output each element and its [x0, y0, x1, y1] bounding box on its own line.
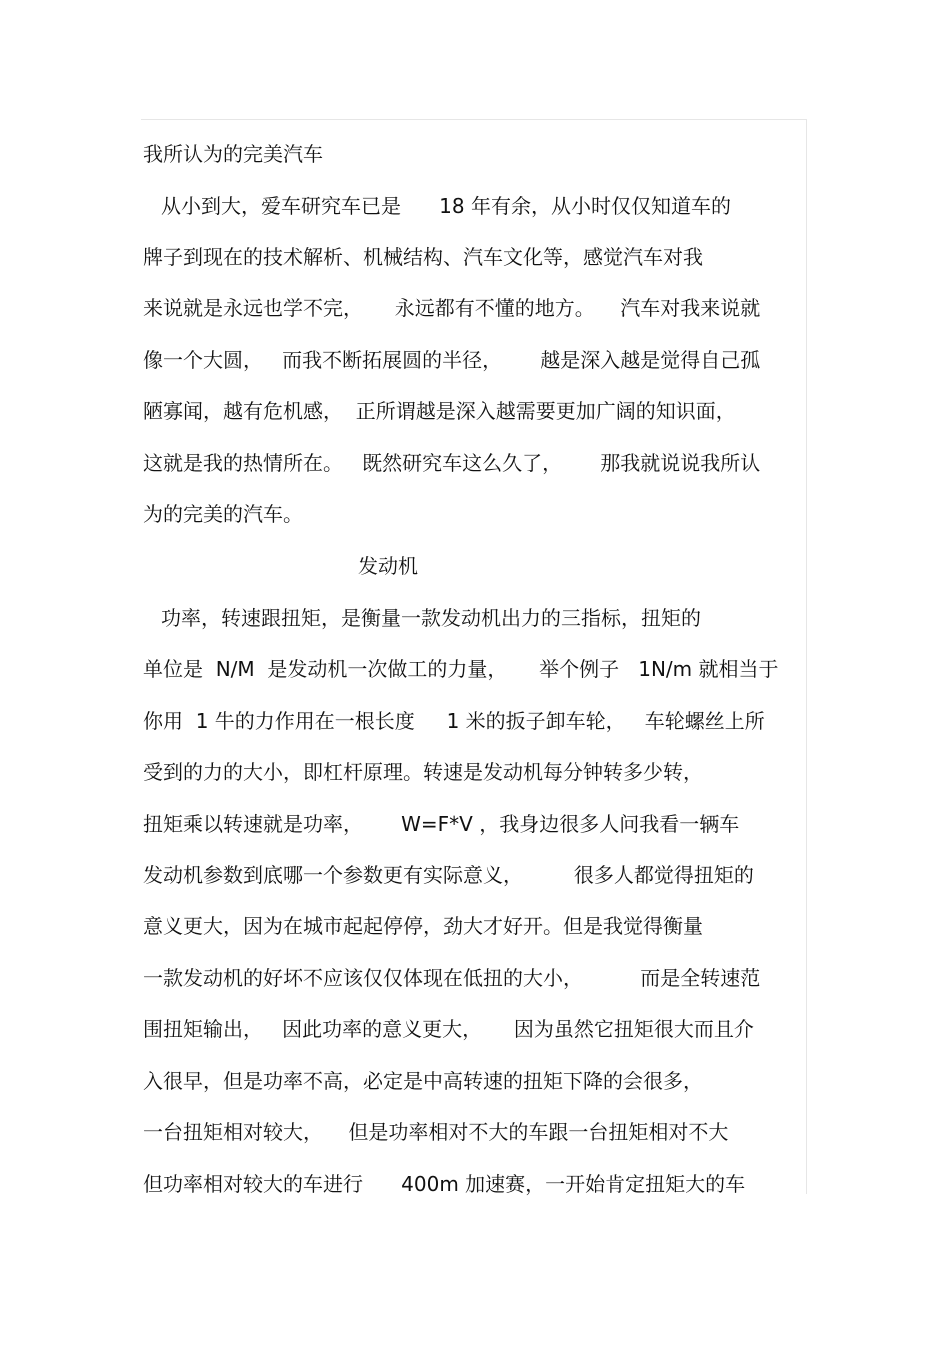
- engine-line-3: 你用 1 牛的力作用在一根长度 1 米的扳子卸车轮， 车轮螺丝上所: [143, 709, 765, 733]
- engine-line-8: 一款发动机的好坏不应该仅仅体现在低扭的大小， 而是全转速范: [143, 966, 761, 990]
- engine-line-11: 一台扭矩相对较大， 但是功率相对不大的车跟一台扭矩相对不大: [143, 1120, 729, 1144]
- engine-line-9: 围扭矩输出， 因此功率的意义更大， 因为虽然它扭矩很大而且介: [143, 1017, 754, 1041]
- intro-line-1: 从小到大，爱车研究车已是 18 年有余，从小时仅仅知道车的: [161, 194, 731, 218]
- engine-line-10: 入很早，但是功率不高，必定是中高转速的扭矩下降的会很多，: [143, 1069, 703, 1093]
- engine-line-7: 意义更大，因为在城市起起停停，劲大才好开。但是我觉得衡量: [143, 914, 703, 938]
- engine-line-4: 受到的力的大小，即杠杆原理。转速是发动机每分钟转多少转，: [143, 760, 703, 784]
- engine-line-5: 扭矩乘以转速就是功率， W=F*V ，我身边很多人问我看一辆车: [143, 812, 740, 836]
- intro-line-4: 像一个大圆， 而我不断拓展圆的半径， 越是深入越是觉得自己孤: [143, 348, 761, 372]
- engine-line-12: 但功率相对较大的车进行 400m 加速赛，一开始肯定扭矩大的车: [143, 1172, 746, 1196]
- intro-line-7: 为的完美的汽车。: [143, 502, 303, 526]
- intro-line-5: 陋寡闻，越有危机感， 正所谓越是深入越需要更加广阔的知识面，: [143, 399, 736, 423]
- engine-line-2: 单位是 N/M 是发动机一次做工的力量， 举个例子 1N/m 就相当于: [143, 657, 779, 681]
- engine-line-1: 功率，转速跟扭矩，是衡量一款发动机出力的三指标，扭矩的: [161, 606, 701, 630]
- intro-line-3: 来说就是永远也学不完， 永远都有不懂的地方。 汽车对我来说就: [143, 296, 761, 320]
- intro-line-6: 这就是我的热情所在。 既然研究车这么久了， 那我就说说我所认: [143, 451, 761, 475]
- intro-line-2: 牌子到现在的技术解析、机械结构、汽车文化等，感觉汽车对我: [143, 245, 703, 269]
- document-title: 我所认为的完美汽车: [143, 142, 323, 166]
- engine-line-6: 发动机参数到底哪一个参数更有实际意义， 很多人都觉得扭矩的: [143, 863, 754, 887]
- section-heading: 发动机: [358, 554, 418, 578]
